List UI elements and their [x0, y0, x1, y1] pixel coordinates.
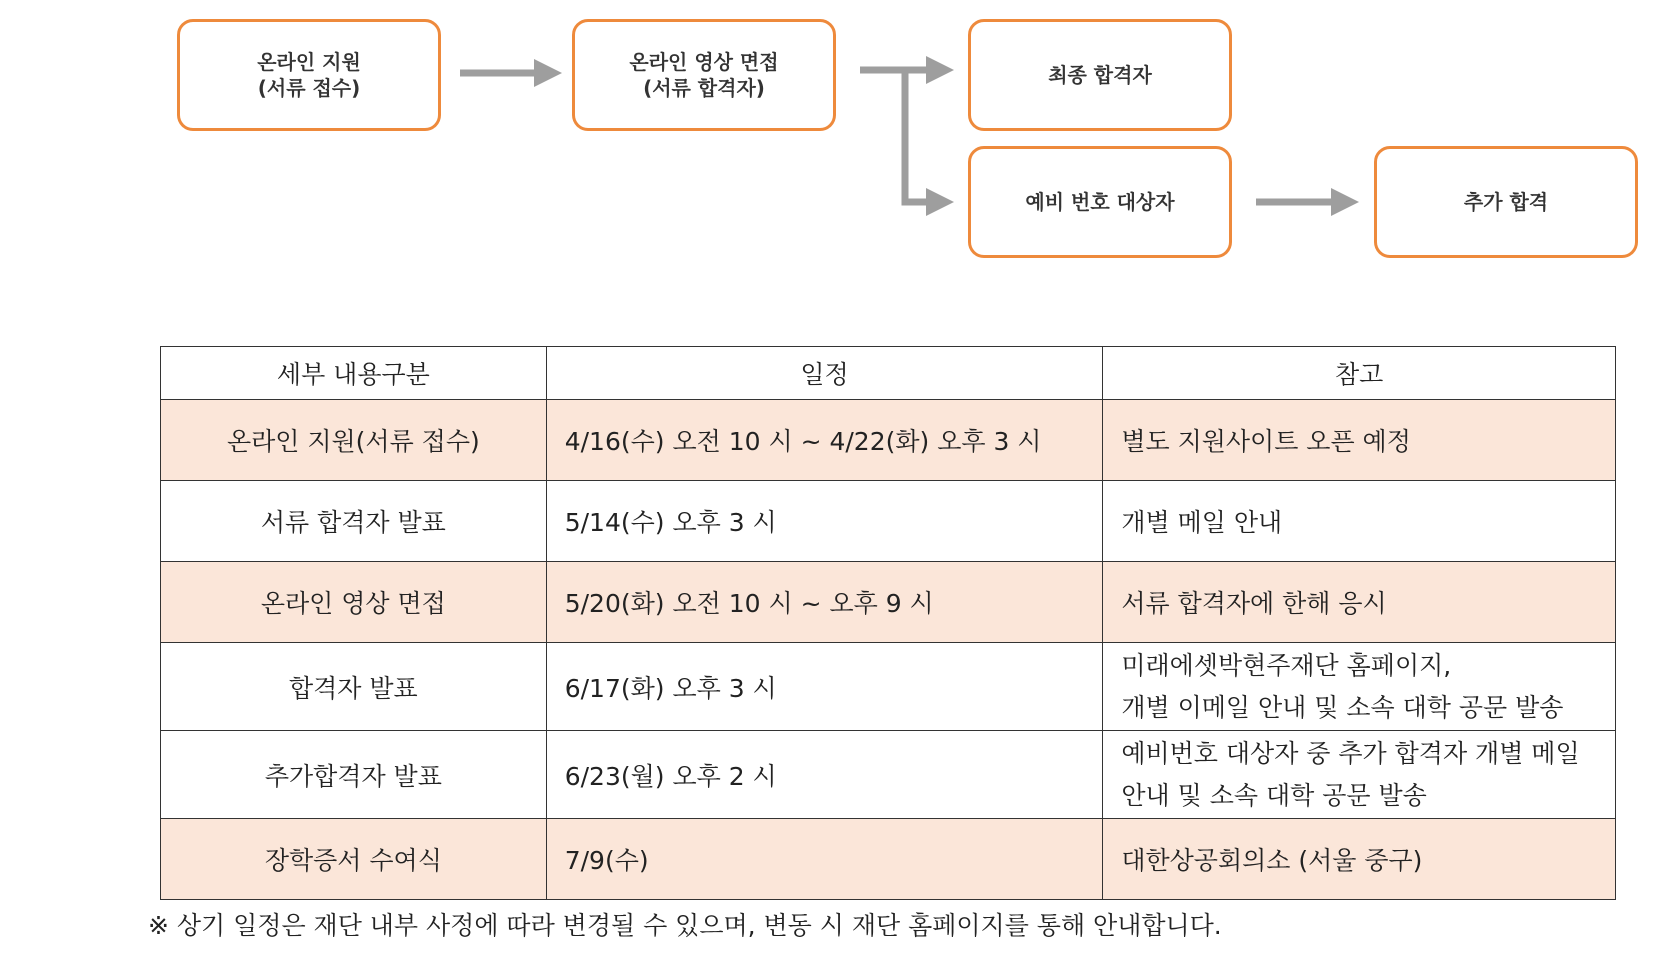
node-online-apply [177, 19, 441, 131]
row-note: 대한상공회의소 (서울 중구) [1103, 819, 1616, 900]
row-note-line1: 미래에셋박현주재단 홈페이지, [1121, 650, 1452, 680]
row-category: 온라인 영상 면접 [161, 562, 547, 643]
row-note: 개별 메일 안내 [1103, 481, 1616, 562]
row-category: 온라인 지원(서류 접수) [161, 400, 547, 481]
node-additional-pass [1374, 146, 1638, 258]
node-waitlist-label: 예비 번호 대상자 [1025, 190, 1175, 214]
arrow-interview-to-waitlist [905, 70, 940, 202]
application-flowchart [0, 0, 1677, 280]
row-note-line2: 개별 이메일 안내 및 소속 대학 공문 발송 [1121, 692, 1564, 722]
table-row [161, 400, 1616, 481]
table-row [161, 643, 1616, 731]
row-schedule: 7/9(수) [546, 819, 1103, 900]
node-online-apply-line2: (서류 접수) [257, 76, 361, 100]
node-additional-pass-label: 추가 합격 [1463, 190, 1549, 214]
table-row [161, 731, 1616, 819]
row-note: 별도 지원사이트 오픈 예정 [1103, 400, 1616, 481]
row-schedule: 6/23(월) 오후 2 시 [546, 731, 1103, 819]
row-note [1103, 731, 1616, 819]
node-waitlist [968, 146, 1232, 258]
row-note: 서류 합격자에 한해 응시 [1103, 562, 1616, 643]
row-category: 서류 합격자 발표 [161, 481, 547, 562]
header-schedule: 일정 [546, 347, 1103, 400]
row-schedule: 5/20(화) 오전 10 시 ~ 오후 9 시 [546, 562, 1103, 643]
row-schedule: 6/17(화) 오후 3 시 [546, 643, 1103, 731]
node-online-apply-line1: 온라인 지원 [257, 50, 361, 74]
row-note-line2: 안내 및 소속 대학 공문 발송 [1121, 780, 1427, 810]
table-row [161, 562, 1616, 643]
node-video-interview-line2: (서류 합격자) [643, 76, 765, 100]
row-category: 추가합격자 발표 [161, 731, 547, 819]
table-row [161, 481, 1616, 562]
row-note [1103, 643, 1616, 731]
row-category: 장학증서 수여식 [161, 819, 547, 900]
node-final-pass [968, 19, 1232, 131]
row-note-line1: 예비번호 대상자 중 추가 합격자 개별 메일 [1121, 738, 1580, 768]
table-row [161, 819, 1616, 900]
row-schedule: 4/16(수) 오전 10 시 ~ 4/22(화) 오후 3 시 [546, 400, 1103, 481]
header-category: 세부 내용구분 [161, 347, 547, 400]
footnote: ※ 상기 일정은 재단 내부 사정에 따라 변경될 수 있으며, 변동 시 재단 홈페이지를 통해 안내합니다. [148, 911, 1222, 940]
node-video-interview-line1: 온라인 영상 면접 [629, 50, 779, 74]
header-note: 참고 [1103, 347, 1616, 400]
node-video-interview [572, 19, 836, 131]
row-schedule: 5/14(수) 오후 3 시 [546, 481, 1103, 562]
schedule-table [160, 346, 1616, 900]
table-header-row [161, 347, 1616, 400]
row-category: 합격자 발표 [161, 643, 547, 731]
node-final-pass-label: 최종 합격자 [1048, 63, 1152, 87]
